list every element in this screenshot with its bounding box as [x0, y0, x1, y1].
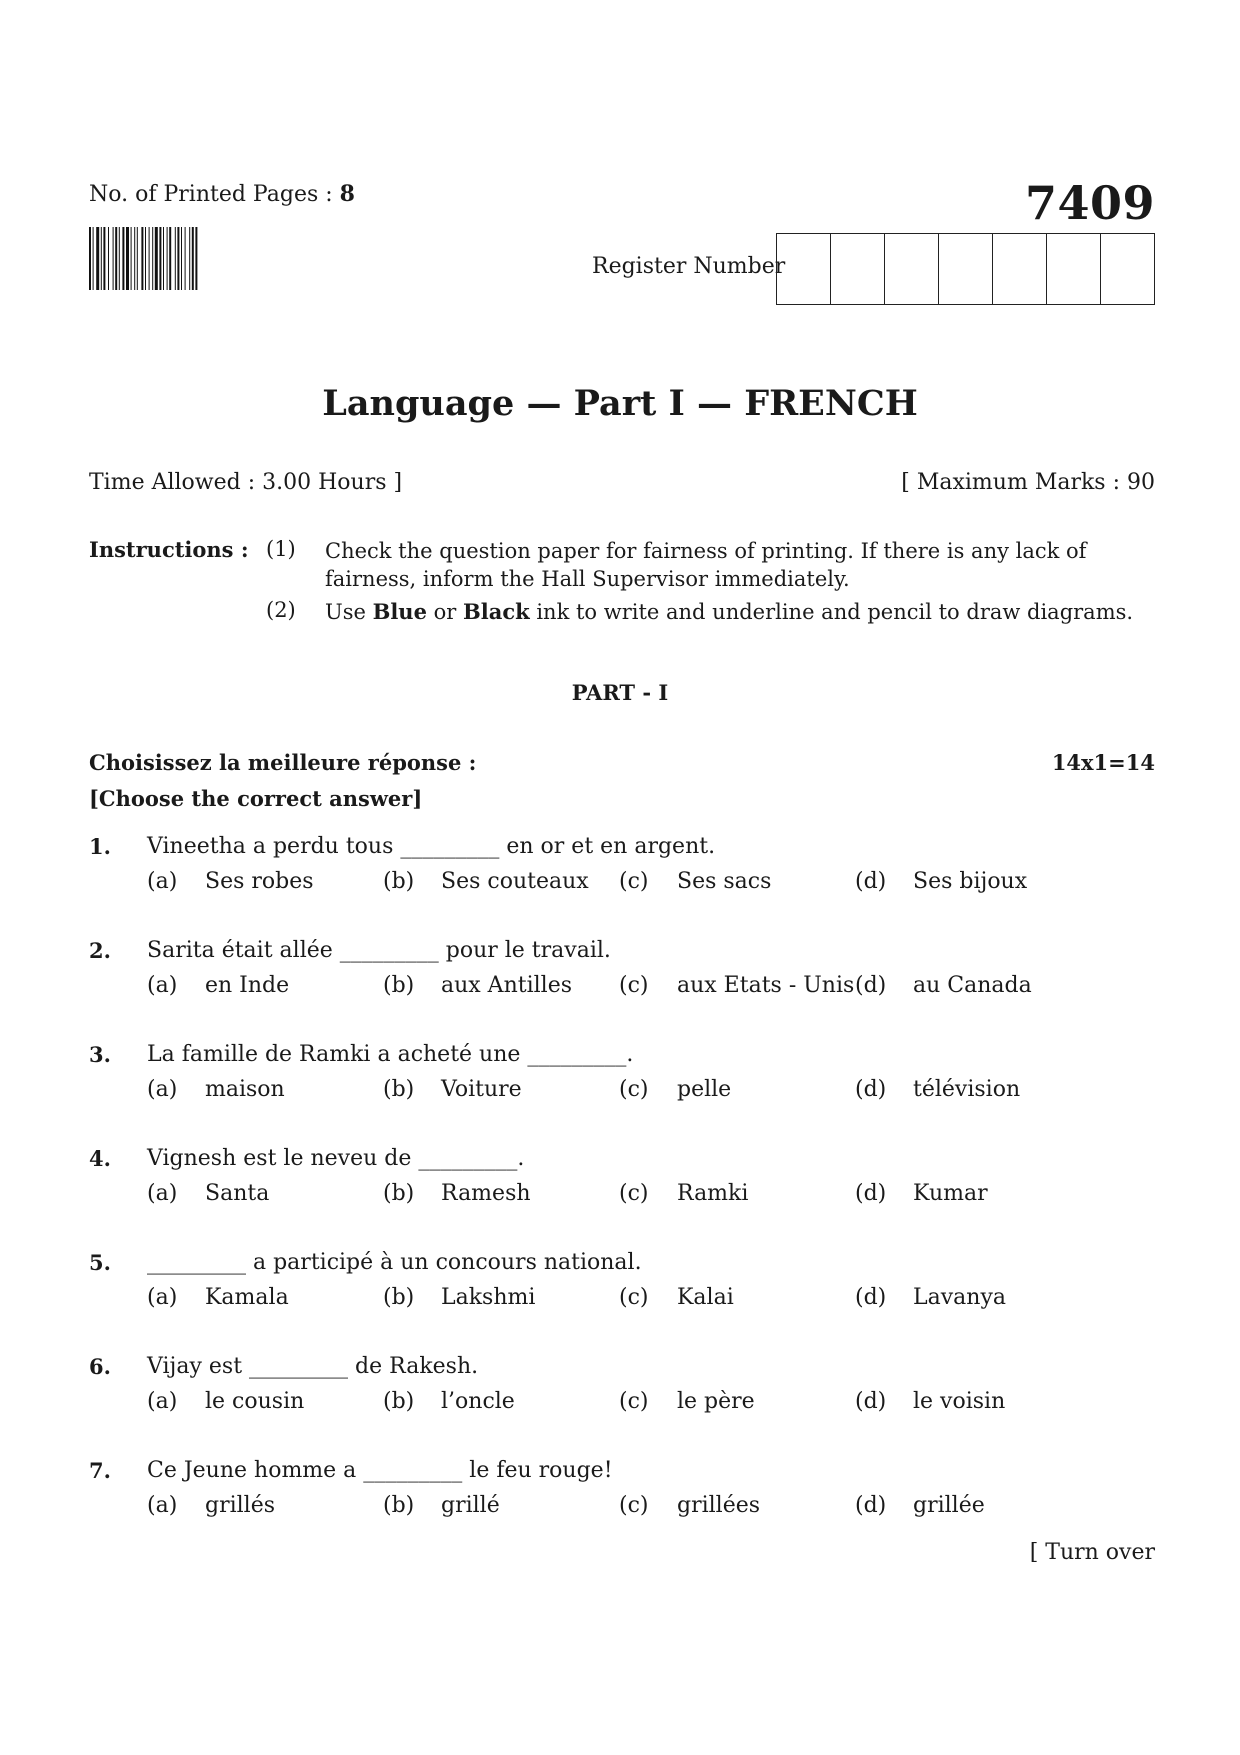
question-text: Vijay est _________ de Rakesh.	[147, 1354, 479, 1379]
option-text: Kumar	[913, 1181, 988, 1206]
option-label: (a)	[147, 1181, 178, 1206]
paper-code: 7409	[1024, 176, 1155, 230]
option-a	[147, 1389, 304, 1414]
option-c	[619, 1077, 731, 1102]
option-label: (b)	[383, 1493, 415, 1518]
option-a	[147, 973, 289, 998]
option-text: aux Antilles	[441, 973, 573, 998]
option-text: Ses robes	[205, 869, 314, 894]
question-number: 3.	[89, 1042, 111, 1067]
question-text: Ce Jeune homme a _________ le feu rouge!	[147, 1458, 613, 1483]
option-b	[383, 1077, 522, 1102]
option-label: (d)	[855, 1389, 887, 1414]
option-c	[619, 869, 771, 894]
option-row	[147, 1493, 1147, 1523]
option-text: le père	[677, 1389, 755, 1414]
instruction-2-part: ink to write and underline and pencil to draw diagrams.	[529, 600, 1134, 624]
option-label: (a)	[147, 1389, 178, 1414]
option-text: Ses couteaux	[441, 869, 589, 894]
instruction-2-blue: Blue	[372, 599, 427, 624]
option-label: (d)	[855, 1181, 887, 1206]
option-text: maison	[205, 1077, 285, 1102]
option-label: (c)	[619, 869, 649, 894]
instruction-2-number: (2)	[266, 598, 296, 622]
printed-pages	[89, 181, 355, 207]
option-a	[147, 1285, 289, 1310]
option-a	[147, 1493, 275, 1518]
option-text: l’oncle	[441, 1389, 515, 1414]
option-a	[147, 1181, 269, 1206]
register-digit-box[interactable]	[884, 234, 938, 304]
instruction-2-part: or	[426, 600, 463, 624]
option-text: Lakshmi	[441, 1285, 536, 1310]
question-number: 6.	[89, 1354, 111, 1379]
option-text: aux Etats - Unis	[677, 973, 855, 998]
maximum-marks: [ Maximum Marks : 90	[901, 470, 1155, 495]
option-text: pelle	[677, 1077, 732, 1102]
option-b	[383, 1389, 515, 1414]
option-text: Voiture	[441, 1077, 522, 1102]
option-text: Ramesh	[441, 1181, 531, 1206]
option-label: (b)	[383, 1285, 415, 1310]
option-row	[147, 973, 1147, 1003]
option-label: (a)	[147, 1493, 178, 1518]
option-a	[147, 869, 314, 894]
option-text: grillés	[205, 1493, 276, 1518]
option-b	[383, 1181, 531, 1206]
option-label: (c)	[619, 1077, 649, 1102]
option-b	[383, 869, 589, 894]
register-digit-box[interactable]	[1046, 234, 1100, 304]
instruction-2-black: Black	[462, 599, 530, 624]
option-text: Ses bijoux	[913, 869, 1028, 894]
option-d	[855, 973, 1032, 998]
instructions-label: Instructions :	[89, 537, 249, 562]
option-label: (a)	[147, 1077, 178, 1102]
option-row	[147, 1285, 1147, 1315]
register-number-label: Register Number	[592, 254, 786, 279]
question-number: 5.	[89, 1250, 111, 1275]
option-text: grillé	[441, 1493, 500, 1518]
instruction-1-number: (1)	[266, 537, 296, 561]
option-text: le cousin	[205, 1389, 305, 1414]
option-b	[383, 1493, 500, 1518]
question-number: 7.	[89, 1458, 111, 1483]
register-digit-box[interactable]	[777, 234, 830, 304]
option-label: (d)	[855, 1285, 887, 1310]
option-text: télévision	[913, 1077, 1021, 1102]
section-instruction-en: [Choose the correct answer]	[89, 786, 423, 811]
option-label: (c)	[619, 1285, 649, 1310]
option-label: (d)	[855, 1493, 887, 1518]
question-text: Vignesh est le neveu de _________.	[147, 1146, 525, 1171]
option-c	[619, 1493, 760, 1518]
option-label: (b)	[383, 1389, 415, 1414]
option-label: (d)	[855, 1077, 887, 1102]
option-label: (c)	[619, 1181, 649, 1206]
option-text: Ramki	[677, 1181, 749, 1206]
option-row	[147, 1181, 1147, 1211]
option-a	[147, 1077, 285, 1102]
instruction-2-part: Use	[325, 600, 373, 624]
option-b	[383, 973, 572, 998]
option-c	[619, 1285, 734, 1310]
option-text: Kamala	[205, 1285, 289, 1310]
option-label: (c)	[619, 1389, 649, 1414]
option-label: (b)	[383, 869, 415, 894]
printed-pages-value: 8	[339, 181, 355, 207]
option-b	[383, 1285, 535, 1310]
option-c	[619, 1389, 755, 1414]
page-title: Language — Part I — FRENCH	[322, 383, 918, 424]
option-text: Kalai	[677, 1285, 734, 1310]
option-text: en Inde	[205, 973, 290, 998]
printed-pages-label: No. of Printed Pages :	[89, 182, 333, 207]
option-label: (a)	[147, 869, 178, 894]
option-label: (a)	[147, 1285, 178, 1310]
question-text: Vineetha a perdu tous _________ en or et en argent.	[147, 834, 716, 859]
option-text: Ses sacs	[677, 869, 772, 894]
section-instruction-fr: Choisissez la meilleure réponse :	[89, 750, 477, 775]
question-number: 4.	[89, 1146, 111, 1171]
register-number-boxes	[776, 233, 1155, 305]
question-number: 1.	[89, 834, 111, 859]
option-label: (d)	[855, 869, 887, 894]
option-label: (c)	[619, 973, 649, 998]
option-label: (b)	[383, 1077, 415, 1102]
register-digit-box[interactable]	[992, 234, 1046, 304]
option-row	[147, 869, 1147, 899]
option-label: (a)	[147, 973, 178, 998]
option-label: (b)	[383, 1181, 415, 1206]
option-label: (b)	[383, 973, 415, 998]
question-text: La famille de Ramki a acheté une _________.	[147, 1042, 634, 1067]
register-digit-box[interactable]	[938, 234, 992, 304]
barcode-icon	[89, 227, 276, 290]
option-d	[855, 1077, 1020, 1102]
option-c	[619, 973, 854, 998]
instruction-1-text: Check the question paper for fairness of printing. If there is any lack of fairness, inform the Hall Supervisor immediately.	[325, 539, 1087, 591]
option-text: grillées	[677, 1493, 761, 1518]
time-allowed: Time Allowed : 3.00 Hours ]	[89, 470, 403, 495]
option-d	[855, 1285, 1006, 1310]
option-text: au Canada	[913, 973, 1032, 998]
option-text: Lavanya	[913, 1285, 1006, 1310]
instruction-2-text	[325, 598, 1155, 626]
option-text: grillée	[913, 1493, 985, 1518]
register-digit-box[interactable]	[1100, 234, 1154, 304]
part-heading: PART - I	[571, 680, 669, 705]
question-text: _________ a participé à un concours national.	[147, 1250, 642, 1275]
option-d	[855, 1181, 988, 1206]
option-row	[147, 1077, 1147, 1107]
option-label: (c)	[619, 1493, 649, 1518]
turn-over: [ Turn over	[1029, 1540, 1155, 1565]
option-d	[855, 869, 1027, 894]
section-marks: 14x1=14	[1051, 750, 1155, 775]
option-text: le voisin	[913, 1389, 1006, 1414]
question-number: 2.	[89, 938, 111, 963]
option-row	[147, 1389, 1147, 1419]
option-d	[855, 1389, 1005, 1414]
question-text: Sarita était allée _________ pour le travail.	[147, 938, 611, 963]
register-digit-box[interactable]	[830, 234, 884, 304]
option-d	[855, 1493, 985, 1518]
option-c	[619, 1181, 748, 1206]
option-text: Santa	[205, 1181, 270, 1206]
option-label: (d)	[855, 973, 887, 998]
